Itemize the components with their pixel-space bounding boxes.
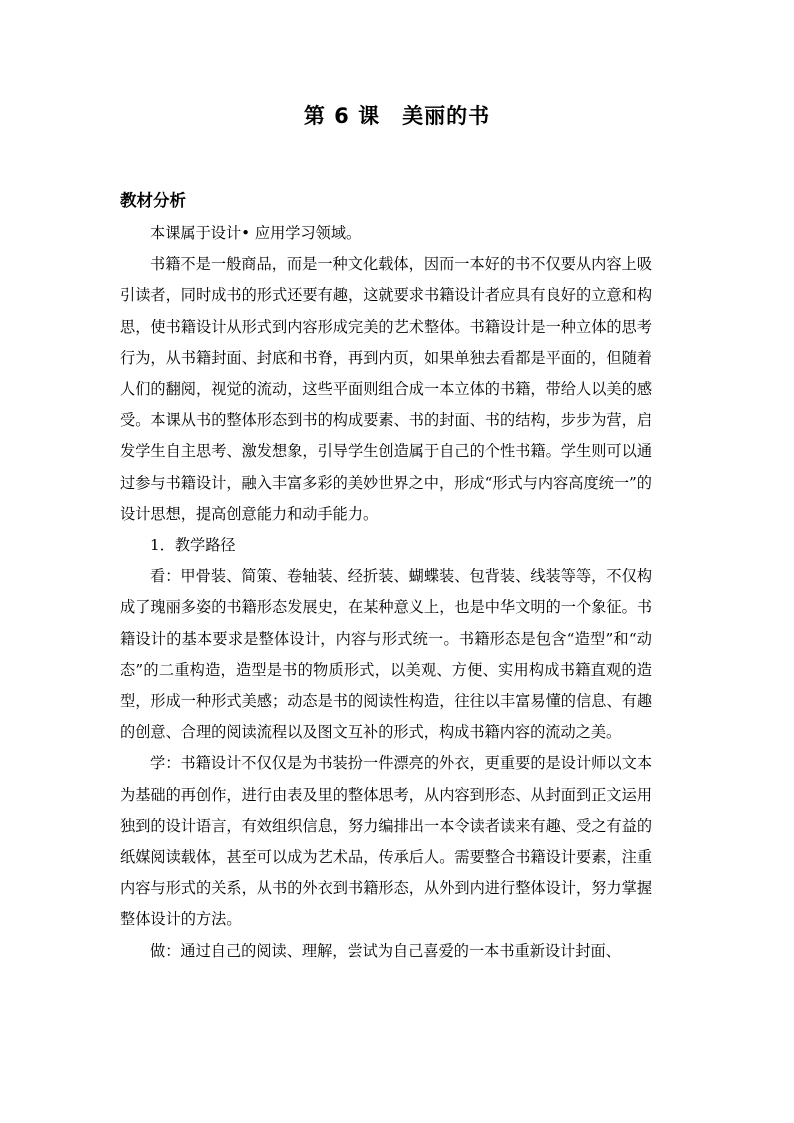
paragraph-look: 看：甲骨装、简策、卷轴装、经折装、蝴蝶装、包背装、线装等等，不仅构成了瑰丽多姿的书籍形态发展史，在某种意义上，也是中华文明的一个象征。书籍设计的基本要求是整体设计，内容与形式统一。书籍形态是包含“造型”和“动态”的二重构造，造型是书的物质形式，以美观、方便、实用构成书籍直观的造型，形成一种形式美感；动态是书的阅读性构造，往往以丰富易懂的信息、有趣的创意、合理的阅读流程以及图文互补的形式，构成书籍内容的流动之美。 xyxy=(120,567,652,742)
paragraph-do: 做：通过自己的阅读、理解，尝试为自己喜爱的一本书重新设计封面、 xyxy=(150,941,621,960)
paragraph-intro: 本课属于设计• 应用学习领域。 xyxy=(150,224,362,242)
subheading-teaching-path: 1．教学路径 xyxy=(150,536,236,555)
document-body xyxy=(120,186,652,967)
lesson-number: 第 6 课 xyxy=(303,104,381,128)
paragraph-analysis: 书籍不是一般商品，而是一种文化载体，因而一本好的书不仅要从内容上吸引读者，同时成书的形式还要有趣，这就要求书籍设计者应具有良好的立意和构思，使书籍设计从形式到内容形成完美的艺术整体。书籍设计是一种立体的思考行为，从书籍封面、封底和书脊，再到内页，如果单独去看都是平面的，但随着人们的翻阅，视觉的流动，这些平面则组合成一本立体的书籍，带给人以美的感受。本课从书的整体形态到书的构成要素、书的封面、书的结构，步步为营，启发学生自主思考、激发想象，引导学生创造属于自己的个性书籍。学生则可以通过参与书籍设计，融入丰富多彩的美妙世界之中，形成“形式与内容高度统一”的设计思想，提高创意能力和动手能力。 xyxy=(120,255,652,523)
page-title xyxy=(0,100,794,132)
lesson-name: 美丽的书 xyxy=(402,104,491,128)
paragraph-learn: 学：书籍设计不仅仅是为书装扮一件漂亮的外衣，更重要的是设计师以文本为基础的再创作，进行由表及里的整体思考，从内容到形态、从封面到正文运用独到的设计语言，有效组织信息，努力编排出一本令读者读来有趣、受之有益的纸媒阅读载体，甚至可以成为艺术品，传承后人。需要整合书籍设计要素，注重内容与形式的关系，从书的外衣到书籍形态，从外到内进行整体设计，努力掌握整体设计的方法。 xyxy=(120,754,652,929)
section-heading: 教材分析 xyxy=(120,191,186,210)
